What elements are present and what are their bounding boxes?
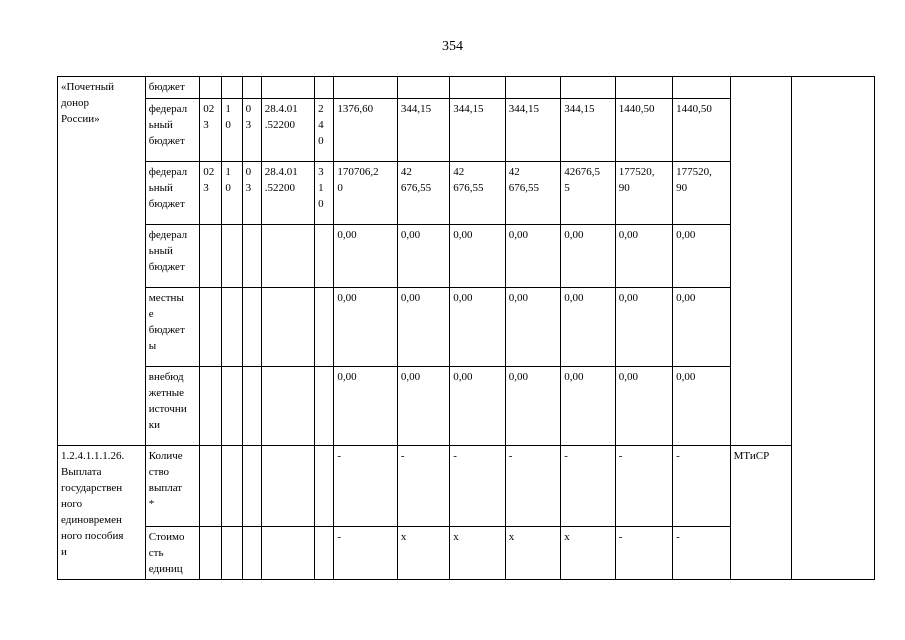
table-cell: внебюд жетные источни ки (145, 367, 199, 446)
table-cell (561, 77, 615, 99)
table-cell: - (450, 446, 505, 527)
table-cell: - (615, 446, 672, 527)
table-cell (397, 77, 449, 99)
table-cell: x (450, 527, 505, 580)
table-cell (315, 288, 334, 367)
table-cell (505, 77, 560, 99)
table-cell: 344,15 (561, 99, 615, 162)
table-cell: 0,00 (450, 225, 505, 288)
table-cell: x (397, 527, 449, 580)
table-cell: x (561, 527, 615, 580)
table-cell: федерал ьный бюджет (145, 162, 199, 225)
table-cell (315, 367, 334, 446)
table-cell: 344,15 (505, 99, 560, 162)
table-cell (315, 527, 334, 580)
table-cell: 0,00 (450, 288, 505, 367)
table-cell (222, 77, 242, 99)
table-cell: 0,00 (505, 225, 560, 288)
table-cell (242, 225, 261, 288)
table-cell: 0,00 (397, 288, 449, 367)
table-cell (200, 527, 222, 580)
table-row (58, 77, 875, 99)
table-cell: «Почетный донор России» (58, 77, 146, 446)
table-cell (200, 367, 222, 446)
table-cell: x (505, 527, 560, 580)
table-cell: МТиСР (730, 446, 792, 580)
table-cell: 1 0 (222, 162, 242, 225)
page-number: 354 (442, 39, 463, 54)
table-cell: федерал ьный бюджет (145, 99, 199, 162)
table-cell (334, 77, 398, 99)
table-cell: 170706,2 0 (334, 162, 398, 225)
table-cell (242, 446, 261, 527)
table-cell: 42676,5 5 (561, 162, 615, 225)
table-cell: 1376,60 (334, 99, 398, 162)
table-cell (242, 77, 261, 99)
table-cell: Стоимо сть единиц (145, 527, 199, 580)
table-cell: местны е бюджет ы (145, 288, 199, 367)
table-cell: - (397, 446, 449, 527)
table-cell: 0,00 (561, 288, 615, 367)
table-cell (242, 527, 261, 580)
table-cell: 0,00 (615, 367, 672, 446)
table-cell: 177520, 90 (673, 162, 730, 225)
table-cell: 0 3 (242, 162, 261, 225)
table-cell: 0,00 (673, 367, 730, 446)
table-cell: 1440,50 (673, 99, 730, 162)
table-cell: - (561, 446, 615, 527)
table-cell: 1.2.4.1.1.1.26. Выплата государствен ного единовремен ного пособия и (58, 446, 146, 580)
table-cell (615, 77, 672, 99)
table-cell: 0,00 (334, 225, 398, 288)
table-cell: - (673, 446, 730, 527)
table-cell: федерал ьный бюджет (145, 225, 199, 288)
table-cell (261, 77, 314, 99)
table-cell: 0,00 (450, 367, 505, 446)
table-cell: - (334, 446, 398, 527)
table-cell: 1440,50 (615, 99, 672, 162)
table-cell: 28.4.01 .52200 (261, 99, 314, 162)
table-cell (222, 288, 242, 367)
table-cell: 0,00 (561, 225, 615, 288)
table-cell (261, 225, 314, 288)
table-cell (261, 446, 314, 527)
table-cell: - (505, 446, 560, 527)
table-cell: - (615, 527, 672, 580)
table-cell (315, 77, 334, 99)
table-cell: - (334, 527, 398, 580)
table-cell (242, 288, 261, 367)
table-cell: 0,00 (615, 225, 672, 288)
table-cell: 0 3 (242, 99, 261, 162)
table-cell (222, 367, 242, 446)
table-cell: 0,00 (505, 367, 560, 446)
table-cell (450, 77, 505, 99)
table-cell (200, 225, 222, 288)
table-cell (673, 77, 730, 99)
table-cell: 0,00 (673, 225, 730, 288)
table-cell (261, 288, 314, 367)
table-cell: 0,00 (334, 288, 398, 367)
table-cell (261, 527, 314, 580)
table-cell: 0,00 (334, 367, 398, 446)
table-row (58, 446, 875, 527)
table-cell (222, 527, 242, 580)
table-cell: 28.4.01 .52200 (261, 162, 314, 225)
table-cell (200, 77, 222, 99)
table-cell (200, 446, 222, 527)
table-cell: 344,15 (397, 99, 449, 162)
budget-table (57, 76, 875, 580)
table-cell (730, 77, 792, 446)
table-cell: 1 0 (222, 99, 242, 162)
table-cell: 344,15 (450, 99, 505, 162)
table-cell: 02 3 (200, 99, 222, 162)
table-cell: Количе ство выплат * (145, 446, 199, 527)
table-cell: 42 676,55 (397, 162, 449, 225)
table-cell: 0,00 (615, 288, 672, 367)
table-cell (200, 288, 222, 367)
table-cell: 0,00 (505, 288, 560, 367)
table-cell (261, 367, 314, 446)
table-cell: 2 4 0 (315, 99, 334, 162)
table-cell (222, 446, 242, 527)
table-cell: 177520, 90 (615, 162, 672, 225)
table-cell: 0,00 (561, 367, 615, 446)
table-cell: 42 676,55 (505, 162, 560, 225)
table-cell (315, 225, 334, 288)
table-cell: 0,00 (397, 367, 449, 446)
table-cell: 42 676,55 (450, 162, 505, 225)
table-cell: - (673, 527, 730, 580)
table-cell: 0,00 (397, 225, 449, 288)
table-cell (222, 225, 242, 288)
table-cell (792, 77, 875, 580)
table-cell (242, 367, 261, 446)
table-cell: 0,00 (673, 288, 730, 367)
table-cell (315, 446, 334, 527)
table-cell: 3 1 0 (315, 162, 334, 225)
table-cell: бюджет (145, 77, 199, 99)
table-cell: 02 3 (200, 162, 222, 225)
